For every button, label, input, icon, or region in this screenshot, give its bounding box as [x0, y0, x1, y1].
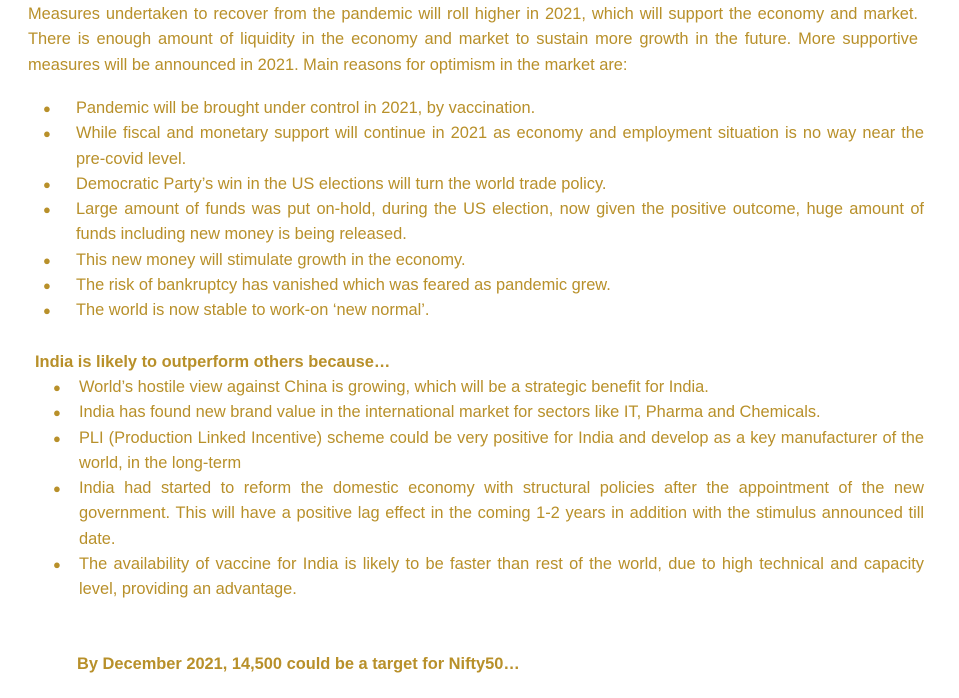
bullet-icon: ●	[43, 176, 51, 192]
list-item-text: World’s hostile view against China is growing, which will be a strategic benefit for India.	[79, 378, 709, 396]
bullet-icon: ●	[53, 430, 61, 446]
list-item	[43, 273, 924, 298]
list-item	[53, 426, 924, 477]
list-item	[43, 248, 924, 273]
list-item	[53, 375, 924, 400]
list-item-text: India had started to reform the domestic economy with structural policies after the appointment of the new government. This will have a positive lag effect in the coming 1-2 years in addition with the stimulus announced till date.	[79, 479, 924, 548]
bullet-icon: ●	[53, 380, 61, 395]
bullet-icon: ●	[43, 202, 51, 218]
list-item-text: India has found new brand value in the international market for sectors like IT, Pharma and Chemicals.	[79, 403, 821, 422]
list-item-text: While fiscal and monetary support will continue in 2021 as economy and employment situation is no way near the pre-covid level.	[76, 124, 924, 168]
bullet-icon: ●	[43, 303, 51, 319]
optimism-reasons-list	[43, 96, 924, 324]
bullet-icon: ●	[43, 252, 51, 268]
bullet-icon: ●	[53, 481, 61, 497]
list-item-text: The availability of vaccine for India is likely to be faster than rest of the world, due to high technical and capacity level, providing an advantage.	[79, 555, 924, 599]
intro-paragraph: Measures undertaken to recover from the pandemic will roll higher in 2021, which will support the economy and market. There is enough amount of liquidity in the economy and market to sustain more growth in the future. More supportive measures will be announced in 2021. Main reasons for optimism in the market are:	[28, 5, 918, 74]
list-item	[53, 552, 924, 603]
closing-statement: By December 2021, 14,500 could be a target for Nifty50…	[77, 655, 520, 673]
list-item-text: Large amount of funds was put on-hold, during the US election, now given the positive outcome, huge amount of funds including new money is being released.	[76, 200, 924, 244]
bullet-icon: ●	[43, 278, 51, 294]
list-item	[43, 96, 924, 121]
list-item	[43, 172, 924, 197]
india-reasons-list	[53, 375, 924, 603]
list-item-text: Pandemic will be brought under control in 2021, by vaccination.	[76, 99, 536, 117]
list-item	[43, 298, 924, 323]
bullet-icon: ●	[43, 101, 51, 116]
india-heading: India is likely to outperform others because…	[35, 353, 391, 371]
list-item	[53, 400, 924, 425]
list-item-text: The world is now stable to work-on ‘new normal’.	[76, 301, 430, 320]
list-item-text: The risk of bankruptcy has vanished which was feared as pandemic grew.	[76, 276, 611, 295]
list-item-text: PLI (Production Linked Incentive) scheme could be very positive for India and develop as a key manufacturer of the world, in the long-term	[79, 428, 924, 472]
list-item	[43, 197, 924, 248]
bullet-icon: ●	[43, 126, 51, 142]
bullet-icon: ●	[53, 557, 61, 573]
list-item	[53, 476, 924, 552]
bullet-icon: ●	[53, 405, 61, 421]
list-item-text: This new money will stimulate growth in the economy.	[76, 250, 466, 269]
list-item-text: Democratic Party’s win in the US elections will turn the world trade policy.	[76, 174, 607, 193]
list-item	[43, 121, 924, 172]
